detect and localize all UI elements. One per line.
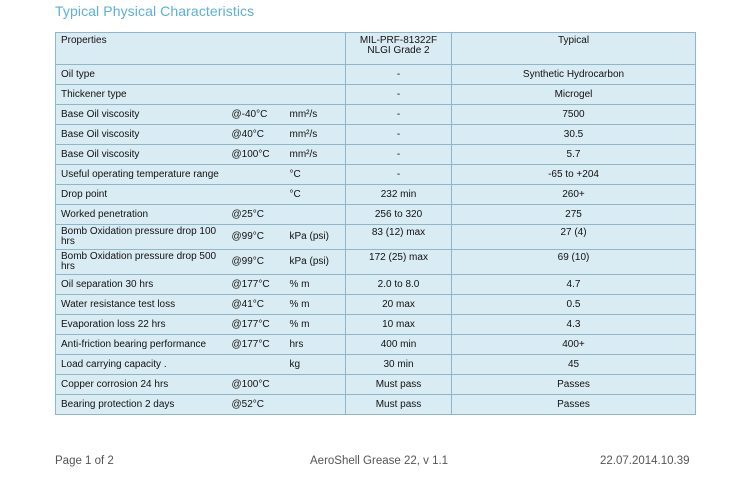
condition-cell: @177°C [228, 315, 286, 335]
typical-cell: 0.5 [452, 295, 696, 315]
typical-cell: Microgel [452, 85, 696, 105]
table-row [56, 315, 696, 335]
condition-cell: @41°C [228, 295, 286, 315]
condition-cell: @-40°C [228, 105, 286, 125]
property-cell: Copper corrosion 24 hrs [56, 375, 228, 395]
property-cell: Base Oil viscosity [56, 145, 228, 165]
table-row [56, 105, 696, 125]
property-cell: Thickener type [56, 85, 228, 105]
condition-cell [228, 165, 286, 185]
unit-cell [286, 375, 346, 395]
property-cell: Worked penetration [56, 205, 228, 225]
property-cell: Bearing protection 2 days [56, 395, 228, 415]
property-cell: Base Oil viscosity [56, 105, 228, 125]
typical-cell: 30.5 [452, 125, 696, 145]
table-row [56, 375, 696, 395]
typical-cell: Synthetic Hydrocarbon [452, 65, 696, 85]
unit-cell: °C [286, 165, 346, 185]
property-cell: Oil separation 30 hrs [56, 275, 228, 295]
spec-cell: 30 min [346, 355, 452, 375]
spec-cell: - [346, 125, 452, 145]
unit-cell: % m [286, 295, 346, 315]
condition-cell [228, 65, 286, 85]
table-row [56, 185, 696, 205]
condition-cell: @52°C [228, 395, 286, 415]
spec-cell: Must pass [346, 375, 452, 395]
table-row [56, 275, 696, 295]
table-row [56, 65, 696, 85]
typical-cell: Passes [452, 375, 696, 395]
header-spec: MIL-PRF-81322F NLGI Grade 2 [346, 33, 452, 65]
unit-cell: mm²/s [286, 125, 346, 145]
unit-cell: % m [286, 275, 346, 295]
condition-cell [228, 185, 286, 205]
spec-cell: 256 to 320 [346, 205, 452, 225]
property-cell: Load carrying capacity . [56, 355, 228, 375]
spec-cell: - [346, 85, 452, 105]
table-row [56, 205, 696, 225]
condition-cell: @100°C [228, 145, 286, 165]
condition-cell: @40°C [228, 125, 286, 145]
condition-cell: @177°C [228, 335, 286, 355]
header-unit [286, 33, 346, 65]
property-cell: Bomb Oxidation pressure drop 500 hrs [56, 250, 228, 275]
condition-cell: @25°C [228, 205, 286, 225]
condition-cell: @100°C [228, 375, 286, 395]
unit-cell: kPa (psi) [286, 250, 346, 275]
characteristics-table [55, 32, 696, 415]
spec-cell: - [346, 65, 452, 85]
footer-date: 22.07.2014.10.39 [600, 455, 690, 467]
property-cell: Oil type [56, 65, 228, 85]
condition-cell: @99°C [228, 250, 286, 275]
header-typical: Typical [452, 33, 696, 65]
table-row [56, 395, 696, 415]
property-cell: Anti-friction bearing performance [56, 335, 228, 355]
table-row [56, 250, 696, 275]
unit-cell: mm²/s [286, 145, 346, 165]
unit-cell [286, 85, 346, 105]
table-row [56, 165, 696, 185]
typical-cell: 400+ [452, 335, 696, 355]
condition-cell: @99°C [228, 225, 286, 250]
table-row [56, 355, 696, 375]
typical-cell: 5.7 [452, 145, 696, 165]
spec-cell: 232 min [346, 185, 452, 205]
condition-cell [228, 355, 286, 375]
spec-cell: 10 max [346, 315, 452, 335]
property-cell: Base Oil viscosity [56, 125, 228, 145]
spec-cell: 83 (12) max [346, 225, 452, 250]
typical-cell: 275 [452, 205, 696, 225]
unit-cell: kPa (psi) [286, 225, 346, 250]
property-cell: Drop point [56, 185, 228, 205]
unit-cell: hrs [286, 335, 346, 355]
property-cell: Water resistance test loss [56, 295, 228, 315]
header-condition [228, 33, 286, 65]
typical-cell: 27 (4) [452, 225, 696, 250]
spec-cell: - [346, 165, 452, 185]
unit-cell: °C [286, 185, 346, 205]
typical-cell: 4.3 [452, 315, 696, 335]
unit-cell: mm²/s [286, 105, 346, 125]
spec-cell: 400 min [346, 335, 452, 355]
header-properties: Properties [56, 33, 228, 65]
spec-cell: 20 max [346, 295, 452, 315]
table-row [56, 125, 696, 145]
typical-cell: 260+ [452, 185, 696, 205]
typical-cell: -65 to +204 [452, 165, 696, 185]
typical-cell: 4.7 [452, 275, 696, 295]
property-cell: Useful operating temperature range [56, 165, 228, 185]
unit-cell [286, 205, 346, 225]
spec-cell: 172 (25) max [346, 250, 452, 275]
table-row [56, 335, 696, 355]
spec-cell: Must pass [346, 395, 452, 415]
spec-cell: - [346, 105, 452, 125]
table-row [56, 295, 696, 315]
spec-cell: - [346, 145, 452, 165]
typical-cell: 69 (10) [452, 250, 696, 275]
table-row [56, 85, 696, 105]
footer-document: AeroShell Grease 22, v 1.1 [310, 455, 449, 467]
condition-cell [228, 85, 286, 105]
table-header-row [56, 33, 696, 65]
property-cell: Bomb Oxidation pressure drop 100 hrs [56, 225, 228, 250]
typical-cell: Passes [452, 395, 696, 415]
footer-page: Page 1 of 2 [55, 455, 114, 467]
unit-cell: % m [286, 315, 346, 335]
unit-cell [286, 395, 346, 415]
typical-cell: 45 [452, 355, 696, 375]
section-title: Typical Physical Characteristics [55, 3, 255, 19]
table-row [56, 145, 696, 165]
spec-cell: 2.0 to 8.0 [346, 275, 452, 295]
unit-cell: kg [286, 355, 346, 375]
property-cell: Evaporation loss 22 hrs [56, 315, 228, 335]
typical-cell: 7500 [452, 105, 696, 125]
table-row [56, 225, 696, 250]
unit-cell [286, 65, 346, 85]
condition-cell: @177°C [228, 275, 286, 295]
